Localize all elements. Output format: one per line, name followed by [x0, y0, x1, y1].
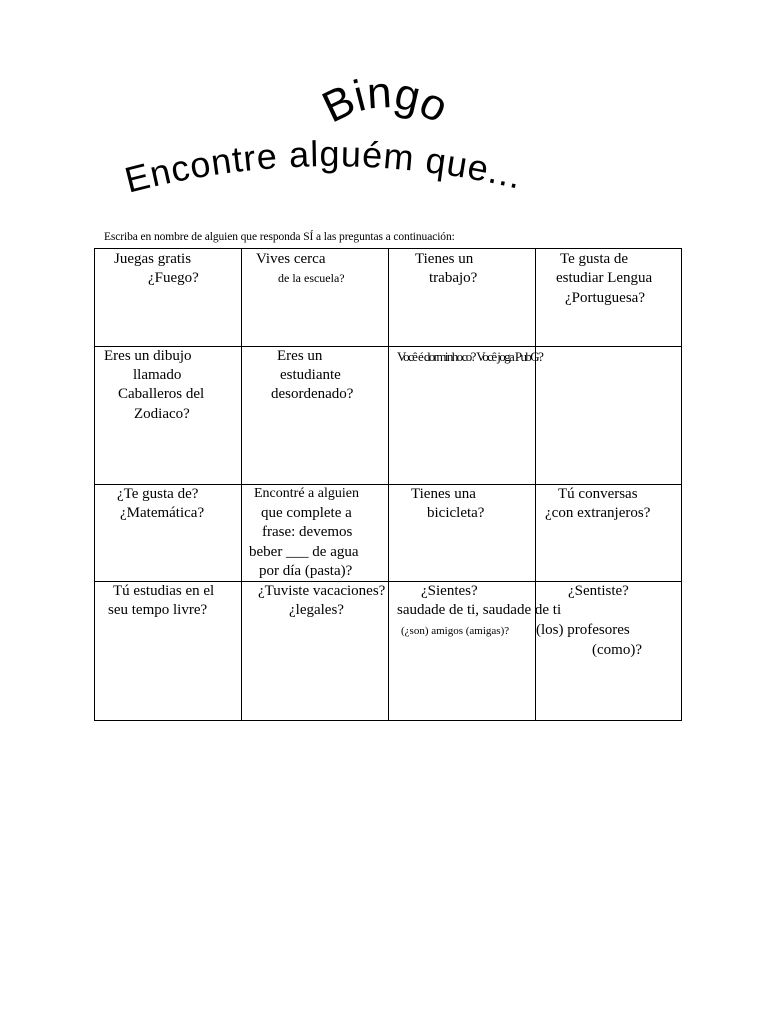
- cell-extranjeros[interactable]: [536, 485, 682, 582]
- cell-beber-agua[interactable]: [242, 485, 389, 582]
- cell-text: ¿con extranjeros?: [545, 505, 651, 521]
- cell-text: Eres un: [277, 348, 323, 364]
- cell-vacaciones[interactable]: [242, 582, 389, 721]
- title-graphic: [0, 0, 768, 240]
- cell-vives-cerca[interactable]: [242, 249, 389, 347]
- cell-caballeros-zodiaco[interactable]: [95, 347, 242, 485]
- cell-text: Caballeros del: [118, 386, 205, 402]
- cell-tienes-trabajo[interactable]: [389, 249, 536, 347]
- cell-text: trabajo?: [429, 270, 478, 286]
- cell-text: Você é dorminhoco? Você joga PubG?: [397, 349, 543, 364]
- cell-text: seu tempo livre?: [108, 602, 208, 618]
- cell-text: Eres un dibujo: [104, 348, 192, 364]
- cell-matematica[interactable]: [95, 485, 242, 582]
- cell-text: Juegas gratis: [114, 251, 192, 267]
- cell-text: Tienes un: [415, 251, 474, 267]
- cell-text: Zodiaco?: [134, 406, 190, 422]
- cell-text: ¿Sientes?: [421, 583, 478, 599]
- cell-text: ¿Matemática?: [120, 505, 205, 521]
- cell-text: que complete a: [261, 505, 352, 521]
- cell-text: beber ___ de agua: [249, 544, 359, 560]
- cell-lengua-portuguesa[interactable]: [536, 249, 682, 347]
- cell-juegas-gratis[interactable]: [95, 249, 242, 347]
- cell-text: Encontré a alguien: [254, 486, 359, 501]
- cell-text: (los) profesores: [536, 622, 630, 638]
- cell-text: por día (pasta)?: [259, 563, 353, 579]
- cell-dorminhoco-pubg[interactable]: [389, 347, 543, 485]
- cell-text: Vives cerca: [256, 251, 326, 267]
- cell-text: ¿Portuguesa?: [565, 290, 645, 306]
- cell-text: Tú estudias en el: [113, 583, 215, 599]
- cell-text: estudiar Lengua: [556, 270, 653, 286]
- cell-text: ¿Te gusta de?: [117, 486, 199, 502]
- cell-text: bicicleta?: [427, 505, 485, 521]
- cell-text: (como)?: [592, 642, 642, 658]
- cell-estudiante-desordenado[interactable]: [242, 347, 389, 485]
- cell-text: ¿legales?: [289, 602, 344, 618]
- cell-tiempo-libre[interactable]: [95, 582, 242, 721]
- bingo-grid: [94, 248, 682, 721]
- cell-text: ¿Sentiste?: [568, 583, 629, 599]
- subtitle: Encontre alguém que...: [120, 133, 527, 201]
- cell-text: frase: devemos: [262, 524, 353, 540]
- cell-text: desordenado?: [271, 386, 354, 402]
- cell-text: Tienes una: [411, 486, 476, 502]
- cell-text: de la escuela?: [278, 271, 345, 285]
- cell-text: Te gusta de: [560, 251, 629, 267]
- cell-empty[interactable]: [536, 347, 682, 485]
- instructions: Escriba en nombre de alguien que responda SÍ a las preguntas a continuación:: [104, 231, 455, 243]
- cell-text: Tú conversas: [558, 486, 638, 502]
- bingo-title: Bingo: [314, 68, 456, 133]
- cell-profesores[interactable]: [536, 582, 682, 721]
- cell-text: saudade de ti, saudade de ti: [397, 602, 562, 618]
- cell-text: (¿son) amigos (amigas)?: [401, 625, 510, 637]
- cell-saudade[interactable]: [389, 582, 562, 721]
- cell-text: ¿Fuego?: [148, 270, 199, 286]
- cell-text: ¿Tuviste vacaciones?: [258, 583, 386, 599]
- cell-bicicleta[interactable]: [389, 485, 536, 582]
- cell-text: llamado: [133, 367, 182, 383]
- cell-text: estudiante: [280, 367, 341, 383]
